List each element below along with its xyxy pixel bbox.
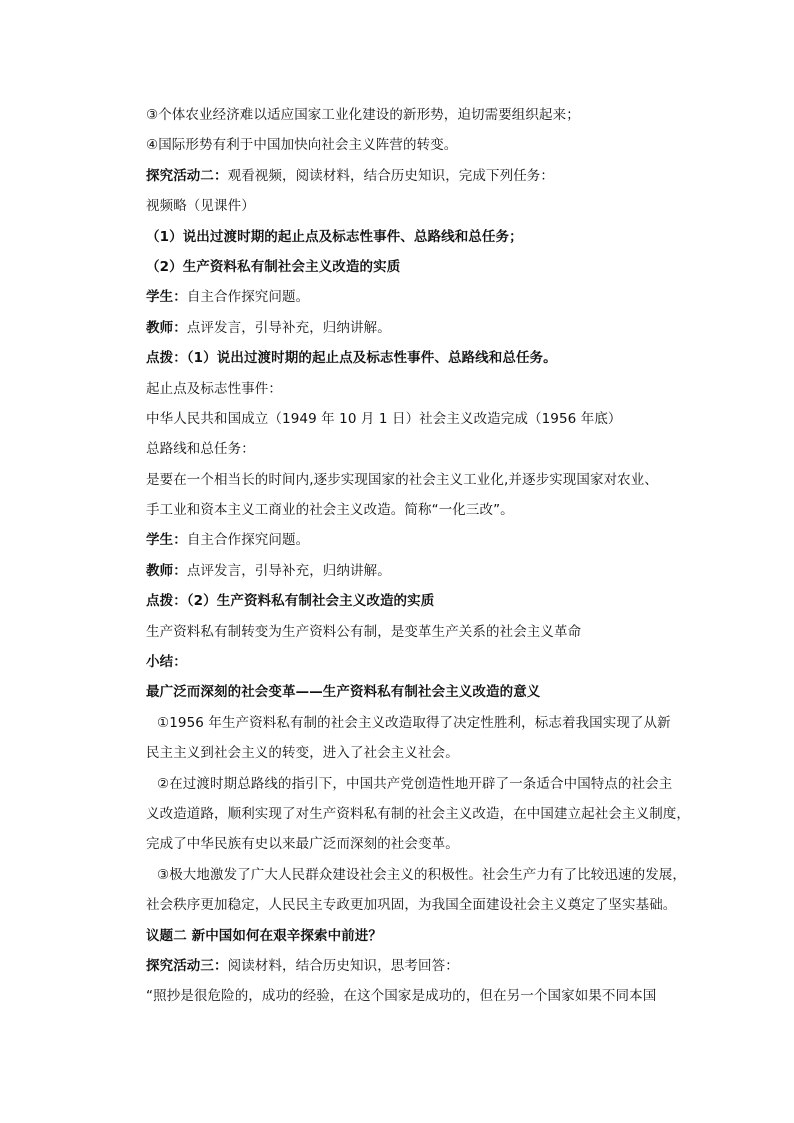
paragraph-line: 民主主义到社会主义的转变，进入了社会主义社会。 [146, 745, 459, 762]
activity-text: 观看视频，阅读材料，结合历史知识，完成下列任务： [227, 167, 555, 184]
guidance-heading: 点拨：（1）说出过渡时期的起止点及标志性事件、总路线和总任务。 [146, 350, 557, 367]
role-text: 自主合作探究问题。 [186, 532, 310, 549]
quote-line: “照抄是很危险的，成功的经验，在这个国家是成功的，但在另一个国家如果不同本国 [146, 988, 657, 1005]
summary-heading: 最广泛而深刻的社会变革——生产资料私有制社会主义改造的意义 [146, 684, 541, 701]
role-label: 学生： [146, 532, 187, 549]
task-item: （1）说出过渡时期的起止点及标志性事件、总路线和总任务； [146, 228, 523, 245]
role-text: 点评发言，引导补充，归纳讲解。 [186, 319, 391, 336]
teacher-line [146, 313, 682, 343]
paragraph-line: 完成了中华民族有史以来最广泛而深刻的社会变革。 [146, 836, 459, 853]
role-label: 教师： [146, 562, 187, 579]
text-line: 是要在一个相当长的时间内,逐步实现国家的社会主义工业化,并逐步实现国家对农业、 [146, 471, 658, 488]
activity-label: 探究活动二： [146, 167, 228, 184]
activity-heading [146, 161, 682, 191]
text-line: 起止点及标志性事件： [146, 380, 282, 397]
role-text: 自主合作探究问题。 [186, 289, 310, 306]
paragraph-line: ①1956 年生产资料私有制的社会主义改造取得了决定性胜利，标志着我国实现了从新 [157, 714, 671, 731]
role-text: 点评发言，引导补充，归纳讲解。 [186, 562, 391, 579]
task-item: （2）生产资料私有制社会主义改造的实质 [146, 258, 401, 275]
text-line: 中华人民共和国成立（1949 年 10 月 1 日）社会主义改造完成（1956 年底） [146, 410, 622, 427]
activity-label: 探究活动三： [146, 957, 228, 974]
summary-label: 小结： [146, 654, 187, 671]
teacher-line [146, 556, 682, 586]
paragraph-line: ③极大地激发了广大人民群众建设社会主义的积极性。社会生产力有了比较迅速的发展， [157, 866, 687, 883]
paragraph-line: 社会秩序更加稳定，人民民主专政更加巩固，为我国全面建设社会主义奠定了坚实基础。 [146, 897, 677, 914]
student-line [146, 282, 682, 312]
topic-heading: 议题二 新中国如何在艰辛探索中前进？ [146, 927, 382, 944]
text-line: ③个体农业经济难以适应国家工业化建设的新形势，迫切需要组织起来； [146, 107, 580, 123]
text-line: ④国际形势有利于中国加快向社会主义阵营的转变。 [146, 137, 458, 154]
role-label: 教师： [146, 319, 187, 336]
paragraph-line: ②在过渡时期总路线的指引下，中国共产党创造性地开辟了一条适合中国特点的社会主 [157, 775, 673, 792]
guidance-heading: 点拨：（2）生产资料私有制社会主义改造的实质 [146, 593, 435, 610]
activity-text: 阅读材料，结合历史知识，思考回答： [227, 957, 459, 974]
student-line [146, 525, 682, 555]
activity-heading [146, 951, 682, 981]
text-line: 手工业和资本主义工商业的社会主义改造。简称“一化三改”。 [146, 502, 514, 519]
text-line: 生产资料私有制转变为生产资料公有制，是变革生产关系的社会主义革命 [146, 623, 582, 640]
document-body [146, 100, 690, 1012]
text-line: 视频略（见课件） [146, 198, 255, 215]
paragraph-line: 义改造道路，顺利实现了对生产资料私有制的社会主义改造，在中国建立起社会主义制度， [146, 805, 690, 822]
role-label: 学生： [146, 289, 187, 306]
text-line: 总路线和总任务： [146, 441, 255, 458]
